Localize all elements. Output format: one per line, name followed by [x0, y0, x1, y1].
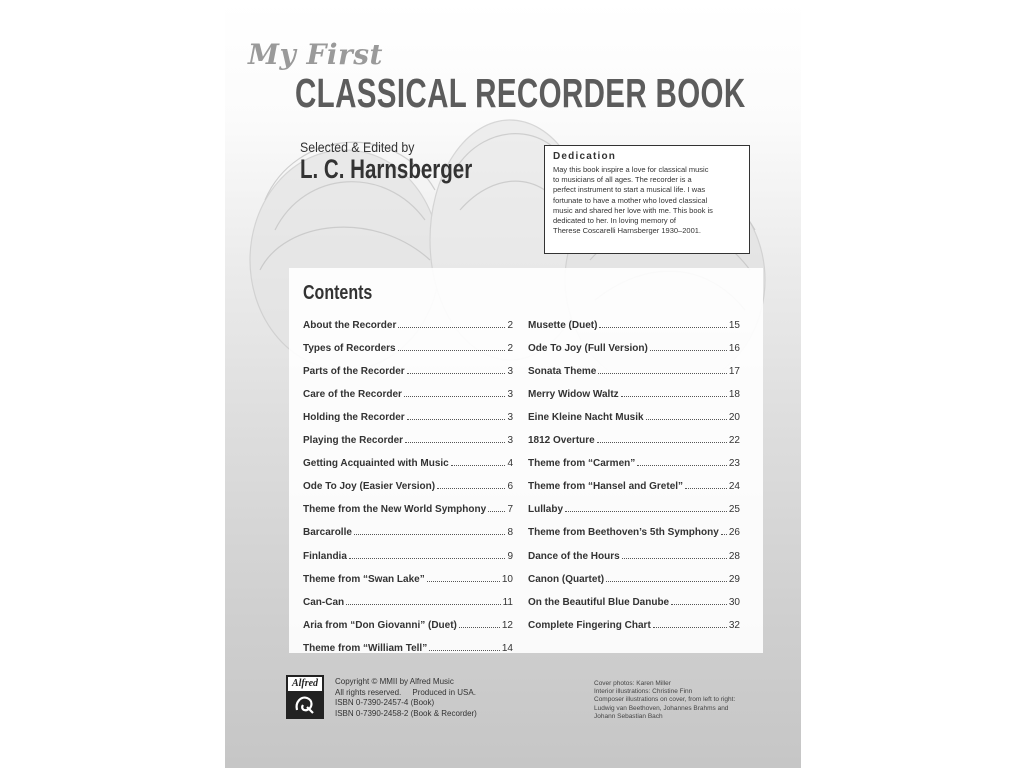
- copyright-line: All rights reserved. Produced in USA.: [335, 687, 476, 697]
- contents-entry: [303, 515, 513, 538]
- contents-entry-leader-dots: [398, 327, 505, 328]
- contents-entry-title: Sonata Theme: [528, 366, 597, 378]
- contents-entry-page-number: 24: [728, 481, 740, 493]
- contents-entry-title: Getting Acquainted with Music: [303, 458, 449, 470]
- contents-entry: [528, 585, 740, 608]
- contents-right-column: [528, 308, 740, 631]
- publisher-emblem-icon: [288, 691, 322, 717]
- contents-entry: [528, 562, 740, 585]
- contents-entry-title: Complete Fingering Chart: [528, 619, 651, 631]
- contents-entry: [528, 492, 740, 515]
- contents-entry-title: Holding the Recorder: [303, 412, 405, 424]
- contents-entry-title: Merry Widow Waltz: [528, 389, 619, 401]
- dedication-box: [544, 145, 750, 254]
- contents-entry-title: On the Beautiful Blue Danube: [528, 596, 670, 608]
- contents-entry-page-number: 3: [507, 412, 513, 424]
- contents-entry-leader-dots: [621, 396, 727, 397]
- contents-entry-title: Theme from “William Tell”: [303, 642, 428, 654]
- editor-name: L. C. Harnsberger: [300, 154, 473, 184]
- selected-by-label: Selected & Edited by: [300, 139, 415, 155]
- credit-line: Composer illustrations on cover, from left to right:: [594, 696, 736, 704]
- contents-entry-title: Theme from “Hansel and Gretel”: [528, 481, 684, 493]
- contents-entry-title: Types of Recorders: [303, 343, 396, 355]
- copyright-line: ISBN 0-7390-2458-2 (Book & Recorder): [335, 708, 477, 718]
- contents-entry-leader-dots: [349, 558, 506, 559]
- contents-entry-title: 1812 Overture: [528, 435, 595, 447]
- contents-entry: [303, 492, 513, 515]
- contents-entry-page-number: 16: [728, 343, 740, 355]
- contents-entry-title: Theme from “Swan Lake”: [303, 573, 425, 585]
- credit-line: Ludwig van Beethoven, Johannes Brahms and: [594, 704, 729, 712]
- contents-left-column: [303, 308, 513, 654]
- contents-entry-leader-dots: [407, 419, 506, 420]
- contents-entry-page-number: 18: [728, 389, 740, 401]
- dedication-line: Therese Coscarelli Harnsberger 1930–2001.: [553, 226, 702, 236]
- contents-entry: [303, 538, 513, 561]
- contents-entry-title: Eine Kleine Nacht Musik: [528, 412, 644, 424]
- contents-entry-leader-dots: [427, 581, 500, 582]
- contents-entry-leader-dots: [459, 627, 500, 628]
- contents-entry-page-number: 20: [728, 412, 740, 424]
- contents-entry-title: Barcarolle: [303, 527, 352, 539]
- contents-entry-leader-dots: [653, 627, 727, 628]
- contents-entry-leader-dots: [671, 604, 727, 605]
- contents-entry-title: Theme from Beethoven’s 5th Symphony: [528, 527, 719, 539]
- contents-entry: [303, 631, 513, 654]
- contents-entry: [303, 377, 513, 400]
- contents-entry-title: Canon (Quartet): [528, 573, 605, 585]
- contents-entry: [303, 400, 513, 423]
- contents-entry-page-number: 11: [502, 596, 513, 608]
- contents-entry: [303, 423, 513, 446]
- contents-panel: [289, 268, 763, 653]
- contents-entry-page-number: 2: [507, 343, 513, 355]
- contents-entry-title: Lullaby: [528, 504, 564, 516]
- book-cover-page: [225, 0, 801, 768]
- contents-heading: Contents: [303, 282, 373, 304]
- contents-entry-title: Ode To Joy (Full Version): [528, 343, 648, 355]
- contents-entry-page-number: 17: [728, 366, 740, 378]
- contents-entry-leader-dots: [488, 511, 505, 512]
- dedication-line: perfect instrument to start a musical life. I was: [553, 185, 706, 195]
- contents-entry: [303, 308, 513, 331]
- cover-subtitle-script: My First: [248, 38, 383, 71]
- dedication-line: music and shared her love with me. This book is: [553, 205, 713, 215]
- contents-entry-leader-dots: [405, 442, 505, 443]
- contents-entry: [303, 562, 513, 585]
- contents-entry-leader-dots: [354, 534, 506, 535]
- contents-entry-page-number: 28: [728, 550, 740, 562]
- contents-entry-leader-dots: [565, 511, 727, 512]
- contents-entry-leader-dots: [685, 488, 727, 489]
- contents-entry-leader-dots: [407, 373, 506, 374]
- contents-entry-title: Dance of the Hours: [528, 550, 620, 562]
- contents-entry: [528, 446, 740, 469]
- contents-entry-title: Aria from “Don Giovanni” (Duet): [303, 619, 457, 631]
- contents-entry: [528, 331, 740, 354]
- contents-entry-title: Parts of the Recorder: [303, 366, 405, 378]
- dedication-line: to musicians of all ages. The recorder is a: [553, 175, 692, 185]
- contents-entry-title: Theme from the New World Symphony: [303, 504, 487, 516]
- contents-entry-leader-dots: [598, 373, 727, 374]
- dedication-line: fortunate to have a mother who loved classical: [553, 195, 708, 205]
- publisher-logo-text: Alfred: [288, 677, 322, 691]
- contents-entry-leader-dots: [398, 350, 506, 351]
- contents-entry: [528, 377, 740, 400]
- contents-entry-page-number: 3: [507, 366, 513, 378]
- contents-entry-leader-dots: [606, 581, 727, 582]
- contents-entry-page-number: 15: [728, 320, 740, 332]
- contents-entry-page-number: 6: [507, 481, 513, 493]
- contents-entry-page-number: 26: [728, 527, 740, 539]
- dedication-line: dedicated to her. In loving memory of: [553, 216, 676, 226]
- book-title: CLASSICAL RECORDER BOOK: [295, 70, 746, 116]
- contents-entry: [528, 308, 740, 331]
- contents-entry: [303, 469, 513, 492]
- contents-entry-title: Finlandia: [303, 550, 347, 562]
- contents-entry-page-number: 30: [728, 596, 740, 608]
- contents-entry-title: Can-Can: [303, 596, 345, 608]
- credits-block: [594, 680, 735, 721]
- contents-entry-page-number: 25: [728, 504, 740, 516]
- copyright-line: ISBN 0-7390-2457-4 (Book): [335, 698, 435, 707]
- contents-entry-page-number: 10: [501, 573, 513, 585]
- contents-entry: [303, 354, 513, 377]
- copyright-block: [335, 677, 477, 719]
- contents-entry-title: About the Recorder: [303, 320, 397, 332]
- contents-entry-page-number: 14: [501, 642, 513, 654]
- credit-line: Interior illustrations: Christine Finn: [594, 688, 693, 696]
- contents-entry-title: Musette (Duet): [528, 320, 598, 332]
- contents-entry-page-number: 8: [507, 527, 513, 539]
- contents-entry-page-number: 23: [728, 458, 740, 470]
- contents-entry-page-number: 29: [728, 573, 740, 585]
- contents-entry-page-number: 12: [501, 619, 513, 631]
- contents-entry: [528, 423, 740, 446]
- dedication-heading: Dedication: [553, 151, 617, 162]
- contents-entry-page-number: 4: [507, 458, 513, 470]
- contents-entry-leader-dots: [429, 650, 500, 651]
- copyright-line: Copyright © MMII by Alfred Music: [335, 677, 454, 686]
- publisher-logo: [286, 675, 324, 719]
- contents-entry: [303, 585, 513, 608]
- contents-entry-leader-dots: [437, 488, 505, 489]
- contents-entry-leader-dots: [622, 558, 727, 559]
- contents-entry-leader-dots: [451, 465, 506, 466]
- dedication-text: [553, 165, 744, 236]
- credit-line: Johann Sebastian Bach: [594, 712, 663, 720]
- contents-entry-leader-dots: [599, 327, 726, 328]
- contents-entry-leader-dots: [646, 419, 727, 420]
- contents-entry-title: Care of the Recorder: [303, 389, 402, 401]
- contents-entry: [528, 538, 740, 561]
- contents-entry: [528, 469, 740, 492]
- contents-entry-page-number: 32: [728, 619, 740, 631]
- credit-line: Cover photos: Karen Miller: [594, 680, 671, 687]
- contents-entry-title: Playing the Recorder: [303, 435, 404, 447]
- contents-entry-leader-dots: [650, 350, 727, 351]
- contents-entry: [528, 354, 740, 377]
- contents-entry-page-number: 2: [507, 320, 513, 332]
- contents-entry-page-number: 22: [728, 435, 740, 447]
- contents-entry: [303, 608, 513, 631]
- contents-entry: [528, 608, 740, 631]
- contents-entry-leader-dots: [404, 396, 506, 397]
- contents-entry-page-number: 9: [507, 550, 513, 562]
- contents-entry-title: Theme from “Carmen”: [528, 458, 636, 470]
- contents-entry-page-number: 3: [507, 435, 513, 447]
- contents-entry-leader-dots: [346, 604, 500, 605]
- contents-entry-page-number: 7: [507, 504, 513, 516]
- contents-entry: [303, 331, 513, 354]
- contents-entry-title: Ode To Joy (Easier Version): [303, 481, 436, 493]
- contents-entry: [528, 400, 740, 423]
- contents-entry-leader-dots: [637, 465, 727, 466]
- contents-entry: [528, 515, 740, 538]
- contents-entry-leader-dots: [597, 442, 727, 443]
- contents-entry: [303, 446, 513, 469]
- dedication-line: May this book inspire a love for classical music: [553, 165, 709, 174]
- contents-entry-page-number: 3: [507, 389, 513, 401]
